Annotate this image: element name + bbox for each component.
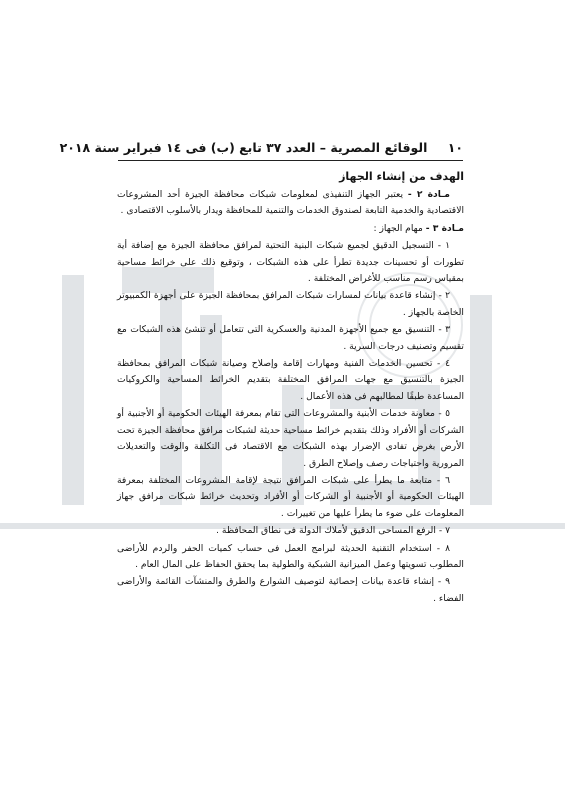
section-title: الهدف من إنشاء الجهاز (339, 170, 464, 183)
duty-item-3: ٣ - التنسيق مع جميع الأجهزة المدنية والعسكرية التى تتعامل أو تنشئ هذه الشبكات مع تقسيم وتصنيف درجات السرية . (117, 324, 464, 352)
duty-item-5: ٥ - معاونة خدمات الأبنية والمشروعات التى تقام بمعرفة الهيئات الحكومية أو الأجنبية أو الشركات أو الأفراد وذلك بتقديم خرائط مساحية حديثة لشبكات مرافق محافظة الجيزة تحت الأرض بغرض تفادى الإضرار بهذه الشبكات مع الاقتصاد فى التكلفة والوقت والتعديلات المرورية واحتياجات رصف وإصلاح الطرق . (117, 408, 464, 469)
article-2 (117, 187, 464, 220)
document-body (117, 166, 464, 681)
page-number: ١٠ (447, 140, 463, 155)
article-3-label: مـادة ٣ - (425, 222, 464, 234)
duty-item-4: ٤ - تحسين الخدمات الفنية ومهارات إقامة وإصلاح وصيانة شبكات المرافق بمحافظة الجيزة بالتنسيق مع جهات المرافق المختلفة بتقديم الخرائط المساحية والكروكيات المساعدة طبقًا لمطالبهم فى هذه الأعمال . (117, 358, 464, 402)
duty-item-2: ٢ - إنشاء قاعدة بيانات لمسارات شبكات المرافق بمحافظة الجيزة على أجهزة الكمبيوتر الخاصة بالجهاز . (117, 290, 464, 318)
page-header (59, 137, 463, 159)
article-2-label: مـادة ٢ - (407, 189, 450, 200)
article-3 (117, 221, 464, 237)
duty-item-7: ٧ - الرفع المساحى الدقيق لأملاك الدولة فى نطاق المحافظة . (216, 525, 450, 537)
article-3-text: مهام الجهاز : (373, 222, 423, 234)
duty-item-8: ٨ - استخدام التقنية الحديثة لبرامج العمل فى حساب كميات الحفر والردم للأراضى المطلوب تسويتها وعمل الميزانية الشبكية والطولية بما يحقق الحفاظ على المال العام . (117, 542, 464, 570)
duty-item-6: ٦ - متابعة ما يطرأ على شبكات المرافق نتيجة لإقامة المشروعات المختلفة بمعرفة الهيئات الحكومية أو الأجنبية أو الشركات أو الأفراد وتحديث خرائط شبكات مرافق جهاز المعلومات على ضوء ما يطرأ عليها من تغييرات . (117, 474, 464, 519)
duty-item-1: ١ - التسجيل الدقيق لجميع شبكات البنية التحتية لمرافق محافظة الجيزة مع إضافة أية تطورات أو تحسينات جديدة تطرأ على هذه الشبكات ، وتوقيع ذلك على خرائط مساحية بمقياس رسم مناسب للأغراض المختلفة . (117, 240, 464, 285)
article-2-text: يعتبر الجهاز التنفيذى لمعلومات شبكات محافظة الجيزة أحد المشروعات الاقتصادية والخدمية التابعة لصندوق الخدمات والتنمية للمحافظة ويدار بالأسلوب الاقتصادى . (117, 189, 464, 217)
header-rule (118, 160, 463, 161)
duty-item-9: ٩ - إنشاء قاعدة بيانات إحصائية لتوصيف الشوارع والطرق والمنشآت القائمة والأراضى الفضاء . (117, 576, 464, 604)
journal-issue-line: الوقائع المصرية – العدد ٣٧ تابع (ب) فى ١٤ فبراير سنة ٢٠١٨ (59, 140, 428, 155)
